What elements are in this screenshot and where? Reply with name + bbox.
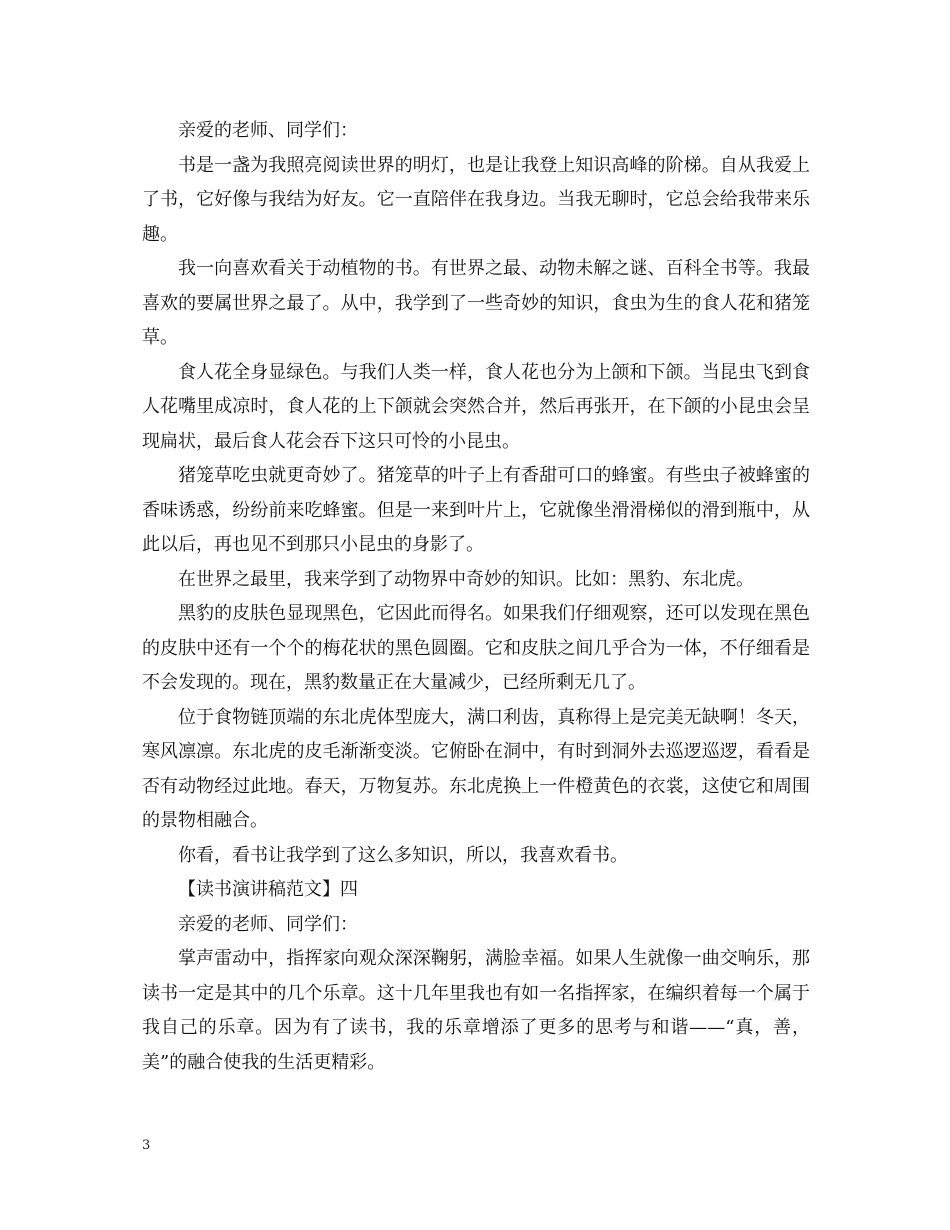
body-paragraph-pitcher-plant: 猪笼草吃虫就更奇妙了。猪笼草的叶子上有香甜可口的蜂蜜。有些虫子被蜂蜜的香味诱惑，纷纷前来吃蜂蜜。但是一来到叶片上，它就像坐滑滑梯似的滑到瓶中，从此以后，再也见不到那只小昆虫的身影了。 xyxy=(142,465,810,555)
body-paragraph-animal-books: 我一向喜欢看关于动植物的书。有世界之最、动物未解之谜、百科全书等。我最喜欢的要属世界之最了。从中，我学到了一些奇妙的知识，食虫为生的食人花和猪笼草。 xyxy=(142,258,810,348)
section-heading: 【读书演讲稿范文】四 xyxy=(178,879,358,900)
body-paragraph-symphony: 掌声雷动中，指挥家向观众深深鞠躬，满脸幸福。如果人生就像一曲交响乐，那读书一定是其中的几个乐章。这十几年里我也有如一名指挥家，在编织着每一个属于我自己的乐章。因为有了读书，我的乐章增添了更多的思考与和谐——“真，善，美”的融合使我的生活更精彩。 xyxy=(142,948,810,1073)
page-number: 3 xyxy=(142,1138,151,1153)
body-paragraph-man-eating-flower: 食人花全身显绿色。与我们人类一样，食人花也分为上颌和下颌。当昆虫飞到食人花嘴里成凉时，食人花的上下颌就会突然合并，然后再张开，在下颌的小昆虫会呈现扁状，最后食人花会吞下这只可怜的小昆虫。 xyxy=(142,361,810,452)
body-paragraph-books-lamp: 书是一盏为我照亮阅读世界的明灯，也是让我登上知识高峰的阶梯。自从我爱上了书，它好像与我结为好友。它一直陪伴在我身边。当我无聊时，它总会给我带来乐趣。 xyxy=(142,154,810,245)
salutation-paragraph: 亲爱的老师、同学们： xyxy=(178,120,358,141)
body-paragraph-black-panther: 黑豹的皮肤色显现黑色，它因此而得名。如果我们仔细观察，还可以发现在黑色的皮肤中还有一个个的梅花状的黑色圆圈。它和皮肤之间几乎合为一体，不仔细看是不会发现的。现在，黑豹数量正在大量减少，已经所剩无几了。 xyxy=(142,603,810,693)
salutation-paragraph-second: 亲爱的老师、同学们： xyxy=(178,913,358,935)
body-paragraph-conclusion: 你看，看书让我学到了这么多知识，所以，我喜欢看书。 xyxy=(178,844,628,866)
body-paragraph-animal-world: 在世界之最里，我来学到了动物界中奇妙的知识。比如：黑豹、东北虎。 xyxy=(178,568,754,590)
body-paragraph-siberian-tiger: 位于食物链顶端的东北虎体型庞大，满口利齿，真称得上是完美无缺啊！冬天，寒风凛凛。东北虎的皮毛渐渐变淡。它俯卧在洞中，有时到洞外去巡逻巡逻，看看是否有动物经过此地。春天，万物复苏。东北虎换上一件橙黄色的衣裳，这使它和周围的景物相融合。 xyxy=(142,706,810,831)
document-body xyxy=(142,114,810,1080)
